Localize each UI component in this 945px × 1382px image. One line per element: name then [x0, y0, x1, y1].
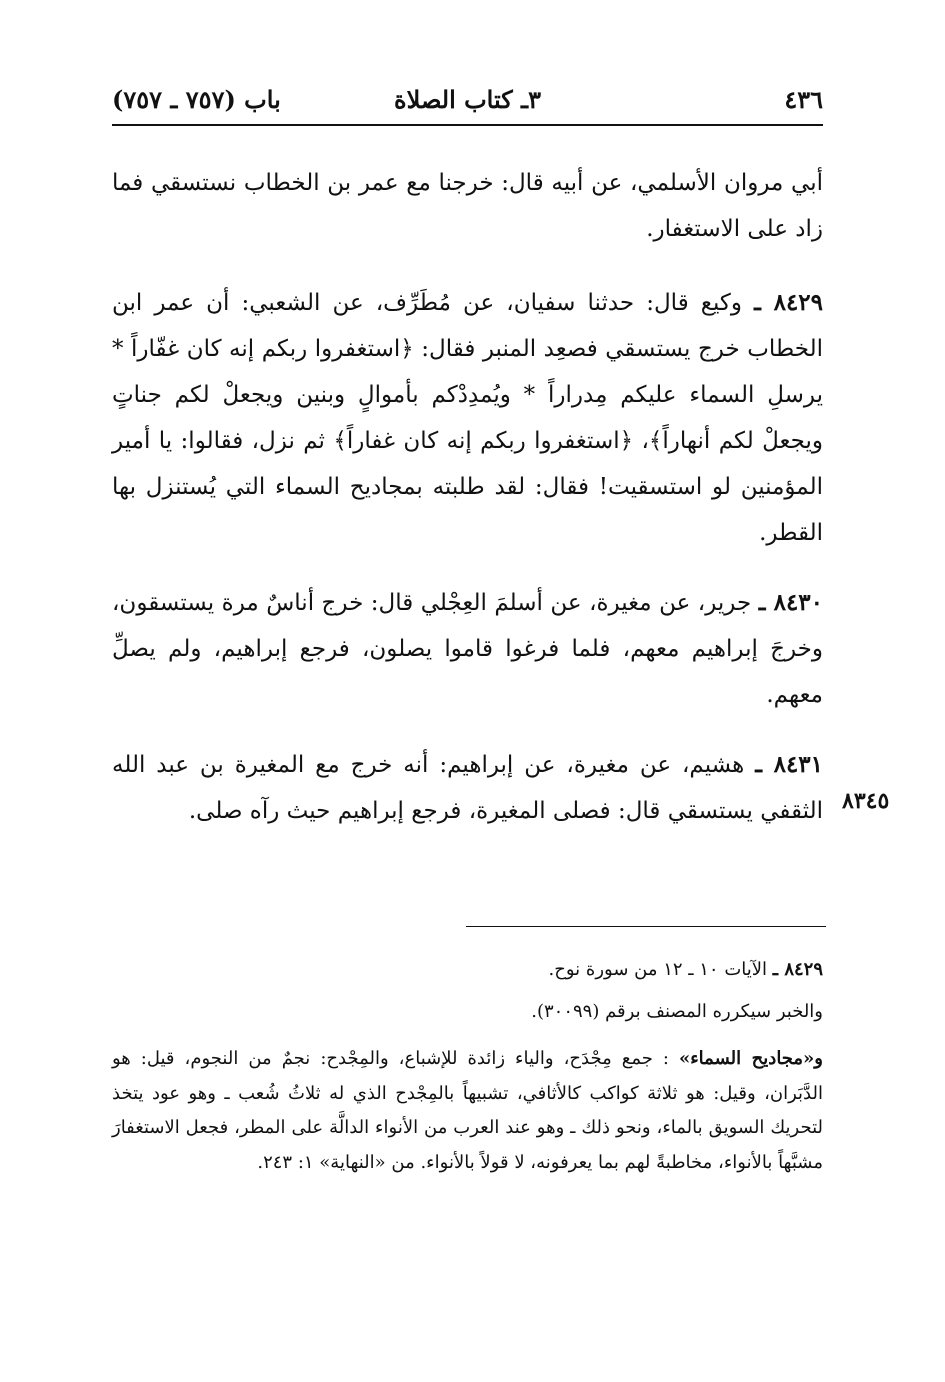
footnote-text: الآيات ١٠ ـ ١٢ من سورة نوح. [548, 959, 768, 980]
section-heading: باب (٧٥٧ ـ ٧٥٧) [112, 85, 281, 114]
hadith-number: ٨٤٣٠ ـ [758, 589, 824, 616]
book-title: ٣ـ كتاب الصلاة [394, 85, 541, 114]
footnote-text: والخبر سيكرره المصنف برقم (٣٠٠٩٩). [531, 1001, 823, 1022]
paragraph-text: وكيع قال: حدثنا سفيان، عن مُطَرِّف، عن الشعبي: أن عمر ابن الخطاب خرج يستسقي فصعِد المنبر فقال: ﴿استغفروا ربكم إنه كان غفّاراً * يرسلِ السماء عليكم مِدراراً * ويُمدِدْكم بأموالٍ وبنين ويجعلْ لكم جناتٍ ويجعلْ لكم أنهاراً﴾، ﴿استغفروا ربكم إنه كان غفاراً﴾ ثم نزل، فقالوا: يا أمير المؤمنين لو استسقيت! فقال: لقد طلبته بمجاديح السماء التي يُستنزل بها القطر. [112, 290, 823, 546]
paragraph-text: جرير، عن مغيرة، عن أسلمَ العِجْلي قال: خرج أناسٌ مرة يستسقون، وخرجَ إبراهيم معهم، فلما فرغوا قاموا يصلون، فرجع إبراهيم، ولم يصلِّ معهم. [112, 590, 823, 708]
hadith-number: ٨٤٢٩ ـ [754, 289, 824, 316]
footnote-line [112, 952, 823, 988]
hadith-number: ٨٤٣١ ـ [755, 751, 824, 778]
gloss-text: : جمع مِجْدَح، والياء زائدة للإشباع، والمِجْدح: نجمٌ من النجوم، قيل: هو الدَّبَران، وقيل: هو ثلاثة كواكب كالأثافي، تشبيهاً بالمِجْدح الذي له ثلاثُ شُعب ـ وهو عود يتخذ لتحريك السويق بالماء، ونحو ذلك ـ وهو عند العرب من الأنواء الدالَّة على المطر، فجعل الاستغفارَ مشبَّهاً بالأنواء، مخاطبةً لهم بما يعرفونه، لا قولاً بالأنواء. من «النهاية» ١: ٢٤٣. [112, 1048, 823, 1173]
hadith-8431 [112, 742, 823, 834]
main-text [112, 160, 823, 858]
margin-reference-number: ٨٣٤٥ [842, 788, 890, 814]
footnote-gloss [112, 1042, 823, 1180]
footnotes [112, 952, 823, 1180]
footnote-number: ٨٤٢٩ ـ [772, 959, 823, 980]
running-header [112, 80, 823, 120]
paragraph-text: هشيم، عن مغيرة، عن إبراهيم: أنه خرج مع المغيرة بن عبد الله الثقفي يستسقي قال: فصلى المغيرة، فرجع إبراهيم حيث رآه صلى. [112, 752, 823, 824]
footnote-separator [466, 926, 826, 927]
footnote-line [112, 994, 823, 1030]
paragraph-text: أبي مروان الأسلمي، عن أبيه قال: خرجنا مع عمر بن الخطاب نستسقي فما زاد على الاستغفار. [112, 170, 823, 242]
header-rule [112, 124, 823, 126]
gloss-term: و«مجاديح السماء» [678, 1048, 824, 1069]
page-number: ٤٣٦ [784, 85, 823, 114]
hadith-8429 [112, 280, 823, 556]
paragraph-continuation [112, 160, 823, 252]
hadith-8430 [112, 580, 823, 718]
